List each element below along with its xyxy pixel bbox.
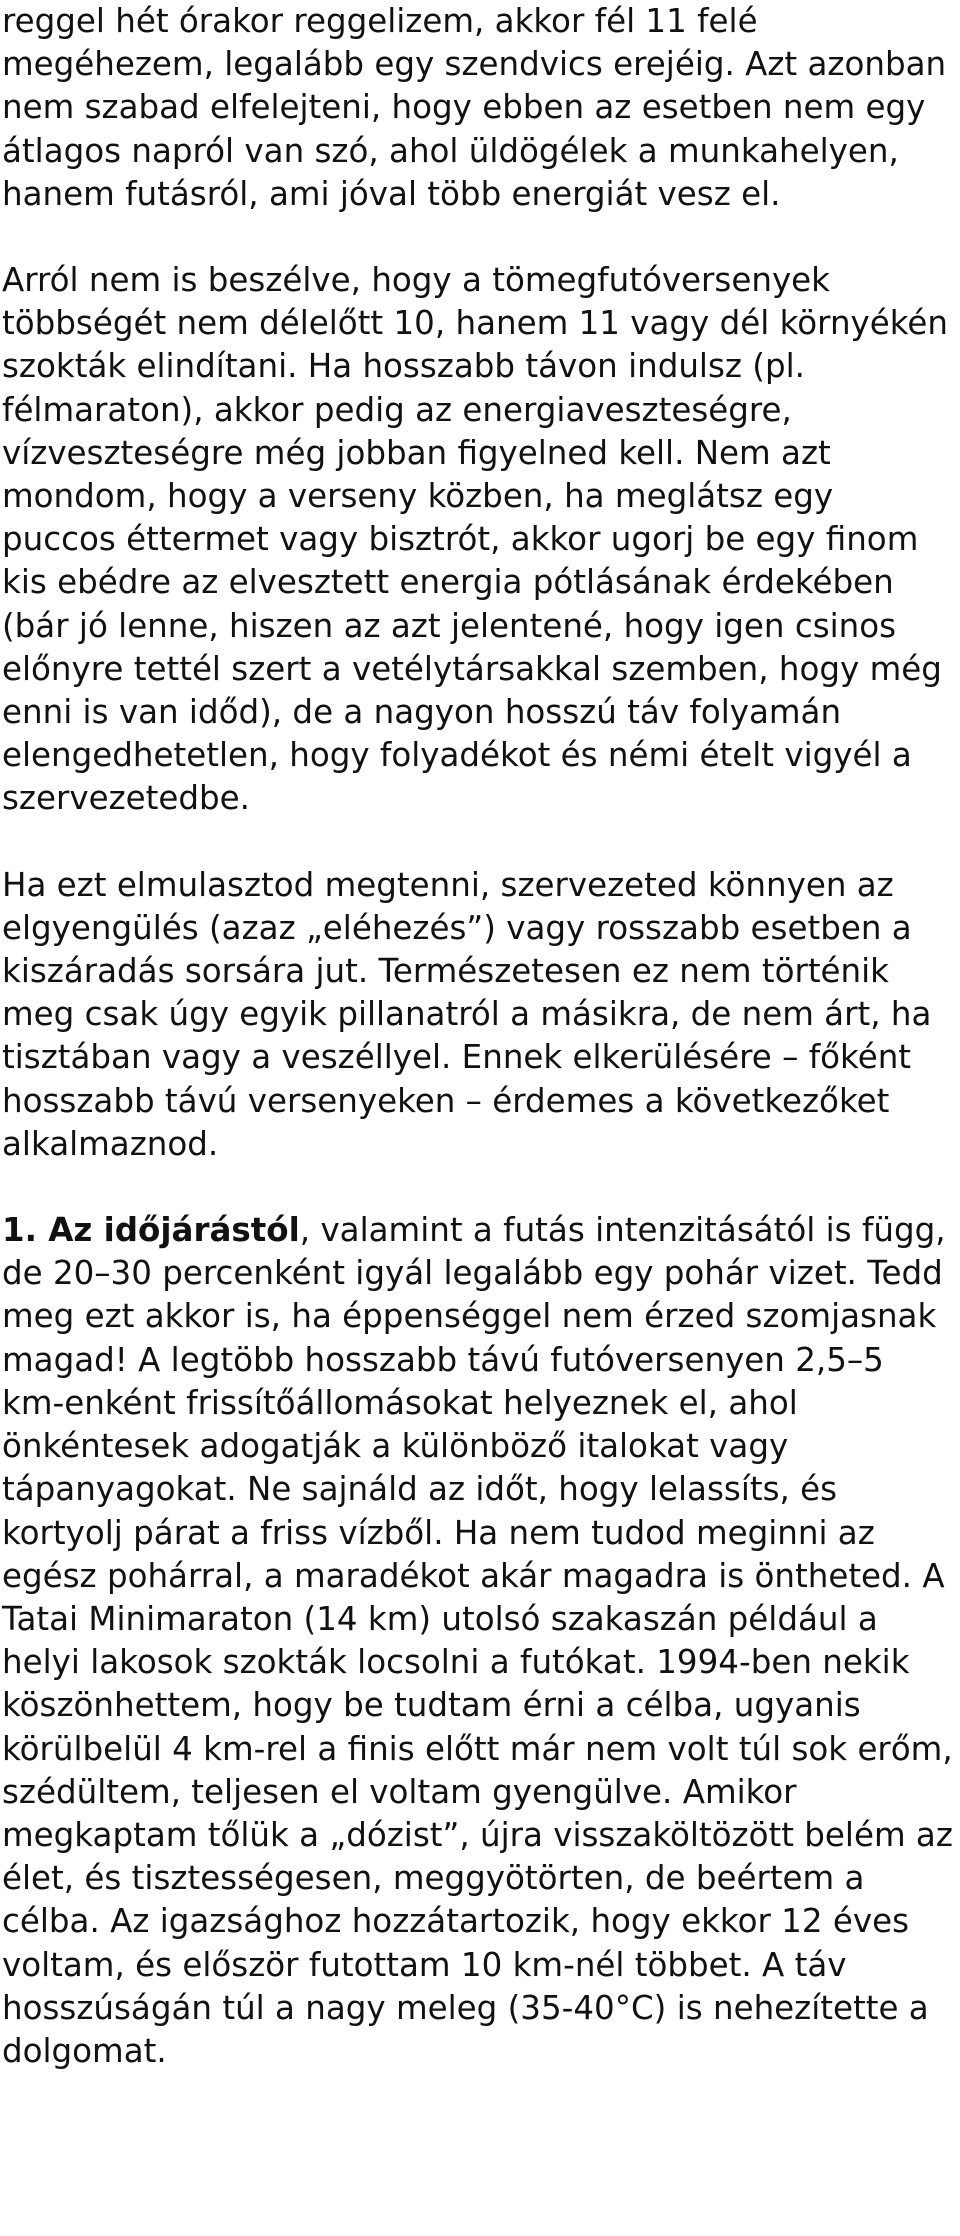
paragraph-1: reggel hét órakor reggelizem, akkor fél 11 felé megéhezem, legalább egy szendvics erejéig. Azt azonban nem szabad elfelejteni, hogy ebben az esetben nem egy átlagos napról van szó, ahol üldögélek a munkahelyen, hanem futásról, ami jóval több energiát vesz el.: [2, 2, 947, 213]
paragraph-2: Arról nem is beszélve, hogy a tömegfutóversenyek többségét nem délelőtt 10, hanem 11 vagy dél környékén szokták elindítani. Ha hosszabb távon indulsz (pl. félmaraton), akkor pedig az energiaveszteségre, vízveszteségre még jobban figyelned kell. Nem azt mondom, hogy a verseny közben, ha meglátsz egy puccos éttermet vagy bisztrót, akkor ugorj be egy finom kis ebédre az elvesztett energia pótlásának érdekében (bár jó lenne, hiszen az azt jelentené, hogy igen csinos előnyre tettél szert a vetélytársakkal szemben, hogy még enni is van időd), de a nagyon hosszú táv folyamán elengedhetetlen, hogy folyadékot és némi ételt vigyél a szervezetedbe.: [2, 261, 949, 818]
numbered-heading: 1. Az időjárástól: [2, 1211, 300, 1250]
paragraph-3: Ha ezt elmulasztod megtenni, szervezeted könnyen az elgyengülés (azaz „eléhezés”) vagy rosszabb esetben a kiszáradás sorsára jut. Természetesen ez nem történik meg csak úgy egyik pillanatról a másikra, de nem árt, ha tisztában vagy a veszéllyel. Ennek elkerülésére – főként hosszabb távú versenyeken – érdemes a következőket alkalmaznod.: [2, 865, 932, 1163]
paragraph-4-text: , valamint a futás intenzitásától is függ, de 20–30 percenként igyál legalább egy pohár vizet. Tedd meg ezt akkor is, ha éppenséggel nem érzed szomjasnak magad! A legtöbb hosszabb távú futóversenyen 2,5–5 km-enként frissítőállomásokat helyeznek el, ahol önkéntesek adogatják a különböző italokat vagy tápanyagokat. Ne sajnáld az időt, hogy lelassíts, és kortyolj párat a friss vízből. Ha nem tudod meginni az egész pohárral, a maradékot akár magadra is öntheted. A Tatai Minimaraton (14 km) utolsó szakaszán például a helyi lakosok szokták locsolni a futókat. 1994-ben nekik köszönhettem, hogy be tudtam érni a célba, ugyanis körülbelül 4 km-rel a finis előtt már nem volt túl sok erőm, szédültem, teljesen el voltam gyengülve. Amikor megkaptam tőlük a „dózist”, újra visszaköltözött belém az élet, és tisztességesen, meggyötörten, de beértem a célba. Az igazsághoz hozzátartozik, hogy ekkor 12 éves voltam, és először futottam 10 km-nél többet. A táv hosszúságán túl a nagy meleg (35-40°C) is nehezítette a dolgomat.: [2, 1211, 953, 2070]
paragraph-4: [2, 1209, 956, 2073]
